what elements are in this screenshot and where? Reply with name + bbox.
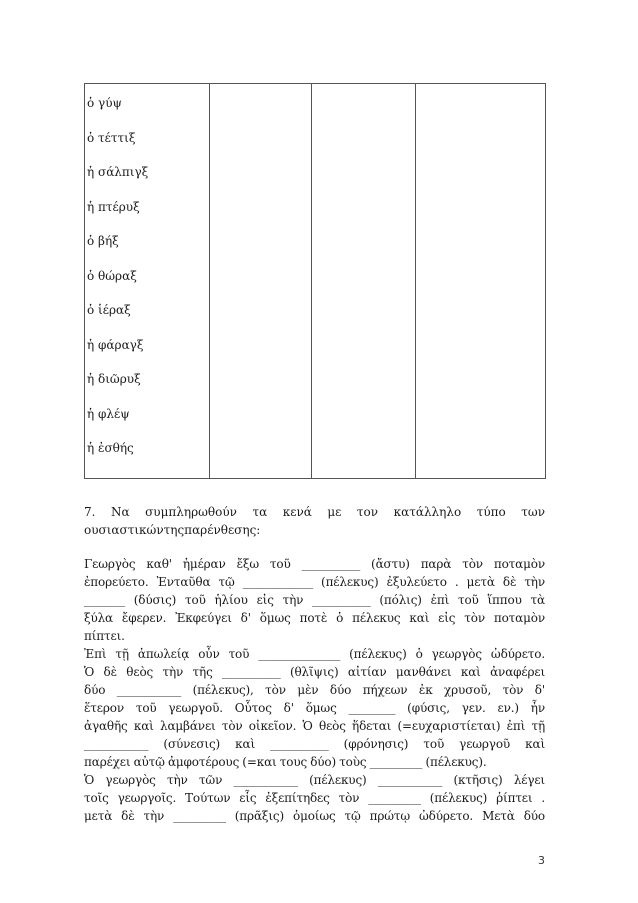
passage-line: μετὰ δὲ τὴν _________ (πρᾶξις) ὁμοίως τῷ πρώτῳ ὠδύρετο. Μετὰ δύο [84,809,545,823]
exercise-heading-continuation: ουσιαστικώντηςπαρένθεσης: [84,523,261,537]
noun-item: ὁ τέττιξ [87,130,136,145]
empty-answer-column-2[interactable] [312,84,416,479]
passage-line: ἕτερον τοῦ γεωργοῦ. Οὗτος δ' ὅμως ________ (φύσις, γεν. εν.) ἦν [84,701,545,715]
noun-item: ὁ βήξ [87,234,119,248]
noun-item: ἡ ἐσθής [87,441,134,455]
noun-item: ἡ πτέρυξ [87,199,140,214]
noun-item: ἡ σάλπιγξ [87,165,149,179]
passage-line: Ὁ γεωργὸς τὴν τῶν ___________ (πέλεκυς) ___________ (κτῆσις) λέγει [84,773,545,787]
noun-list [85,84,209,473]
passage-line: Ἐπὶ τῇ ἀπωλείᾳ οὖν τοῦ ______________ (πέλεκυς) ὁ γεωργὸς ὠδύρετο. [84,647,545,661]
passage-line: ___________ (σύνεσις) καὶ __________ (φρόνησις) τοῦ γεωργοῦ καὶ [84,737,545,751]
passage-line: πίπτει. [84,629,125,643]
noun-item: ὁ ἱέραξ [87,303,131,317]
noun-item: ὁ γύψ [87,96,122,110]
noun-item: ἡ διῶρυξ [87,372,141,386]
exercise-heading: 7. Να συμπληρωθούν τα κενά με τον κατάλληλο τύπο των [84,505,545,519]
exercise-7 [84,503,545,825]
passage-line: παρέχει αὐτῷ ἀμφοτέρους (=και τους δύο) τοὺς _________ (πέλεκυς). [84,755,487,769]
exercise-passage [84,555,545,825]
nouns-column [85,84,210,479]
empty-answer-column-3[interactable] [416,84,546,479]
passage-line: ἀγαθῆς καὶ λαμβάνει τὸν οἰκεῖον. Ὁ θεὸς ἥδεται (=ευχαριστίεται) ἐπὶ τῇ [84,719,545,733]
passage-line: ἐπορεύετο. Ἐνταῦθα τῷ ____________ (πέλεκυς) ἐξυλεύετο . μετὰ δὲ τὴν [84,575,545,589]
passage-line: ξύλα ἔφερεν. Ἐκφεύγει δ' ὅμως ποτὲ ὁ πέλεκυς καὶ εἰς τὸν ποταμὸν [84,611,545,625]
passage-line: δύο ___________ (πέλεκυς), τὸν μὲν δύο πήχεων ἐκ χρυσοῦ, τὸν δ' [84,683,545,697]
page-number: 3 [538,854,545,867]
noun-item: ὁ θώραξ [87,268,137,283]
noun-item: ἡ φάραγξ [87,337,144,352]
vocabulary-table [84,83,546,479]
noun-item: ἡ φλέψ [87,406,130,421]
passage-line: τοῖς γεωργοῖς. Τούτων εἷς ἐξεπίτηδες τὸν _________ (πέλεκυς) ῥίπτει . [84,791,545,805]
passage-line: Ὁ δὲ θεὸς τὴν τῆς __________ (θλῖψις) αἰτίαν μανθάνει καὶ ἀναφέρει [84,665,545,679]
passage-line: Γεωργὸς καθ' ἡμέραν ἔξω τοῦ __________ (ἄστυ) παρὰ τὸν ποταμὸν [84,557,545,571]
empty-answer-column-1[interactable] [210,84,312,479]
passage-line: _______ (δύσις) τοῦ ἡλίου εἰς τὴν __________ (πόλις) ἐπὶ τοῦ ἵππου τὰ [84,593,545,607]
vocabulary-table-container [84,83,545,479]
